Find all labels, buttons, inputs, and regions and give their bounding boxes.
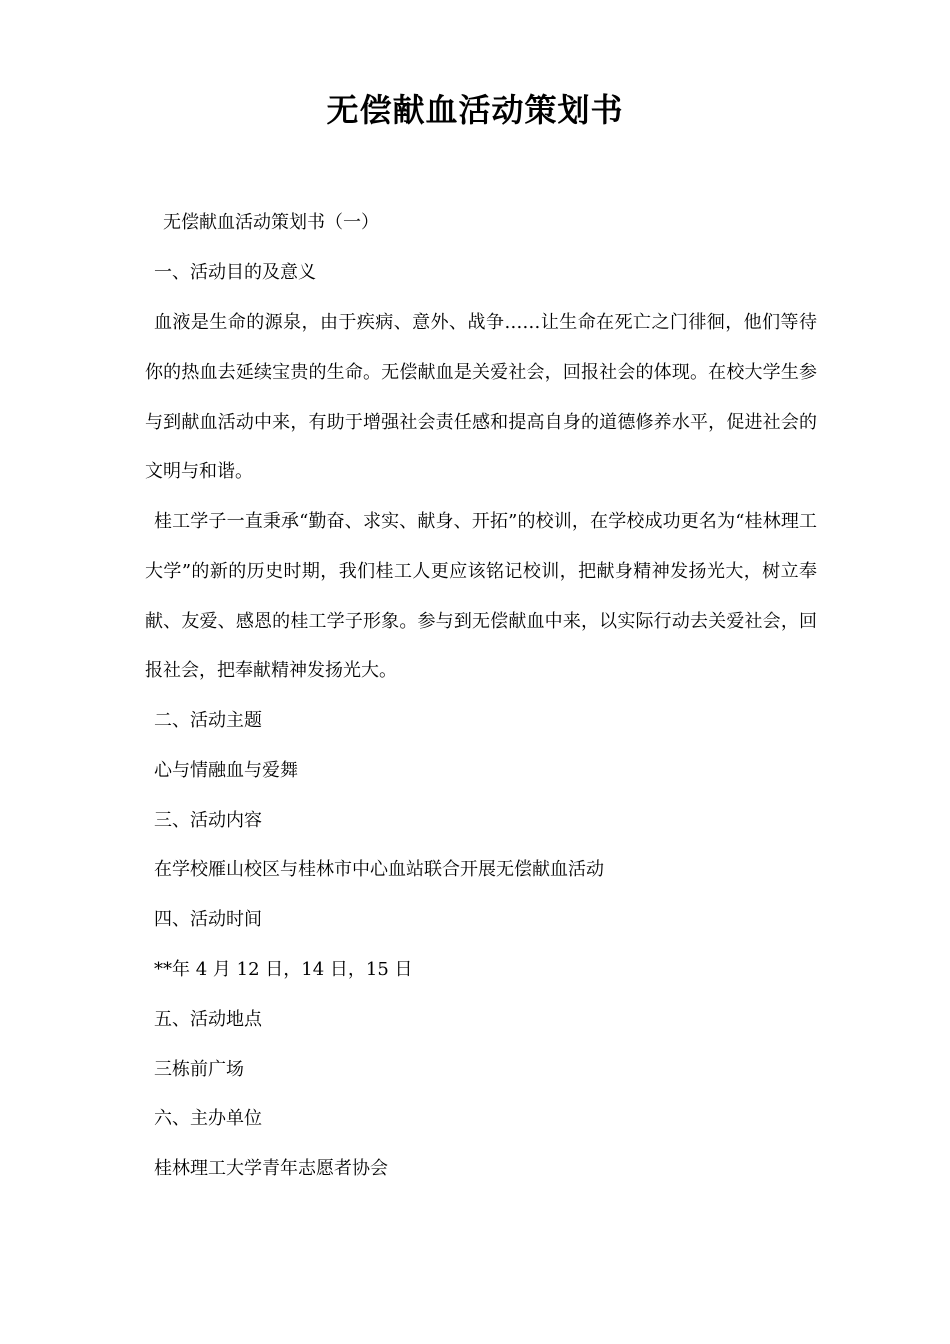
- section-5-heading: 五、活动地点: [154, 1009, 262, 1030]
- section-5-content: 三栋前广场: [154, 1059, 244, 1080]
- section-1-paragraph-1: 血液是生命的源泉，由于疾病、意外、战争……让生命在死亡之门徘徊，他们等待你的热血去延续宝贵的生命。无偿献血是关爱社会，回报社会的体现。在校大学生参与到献血活动中来，有助于增强社会责任感和提高自身的道德修养水平，促进社会的文明与和谐。: [145, 312, 817, 483]
- section-4-content: **年 4 月 12 日，14 日，15 日: [154, 959, 413, 980]
- section-3-heading: 三、活动内容: [154, 810, 262, 831]
- section-1-paragraph-2: 桂工学子一直秉承“勤奋、求实、献身、开拓”的校训，在学校成功更名为“桂林理工大学”的新的历史时期，我们桂工人更应该铭记校训，把献身精神发扬光大，树立奉献、友爱、感恩的桂工学子形象。参与到无偿献血中来，以实际行动去关爱社会，回报社会，把奉献精神发扬光大。: [145, 511, 817, 682]
- section-3-content: 在学校雁山校区与桂林市中心血站联合开展无偿献血活动: [154, 859, 604, 880]
- subtitle: 无偿献血活动策划书（一）: [163, 212, 379, 233]
- section-2-content: 心与情融血与爱舞: [154, 760, 298, 781]
- section-6-heading: 六、主办单位: [154, 1108, 262, 1129]
- section-2-heading: 二、活动主题: [154, 710, 262, 731]
- section-1-heading: 一、活动目的及意义: [154, 262, 316, 283]
- section-6-content: 桂林理工大学青年志愿者协会: [154, 1158, 388, 1179]
- section-4-heading: 四、活动时间: [154, 909, 262, 930]
- document-title: 无偿献血活动策划书: [326, 91, 624, 129]
